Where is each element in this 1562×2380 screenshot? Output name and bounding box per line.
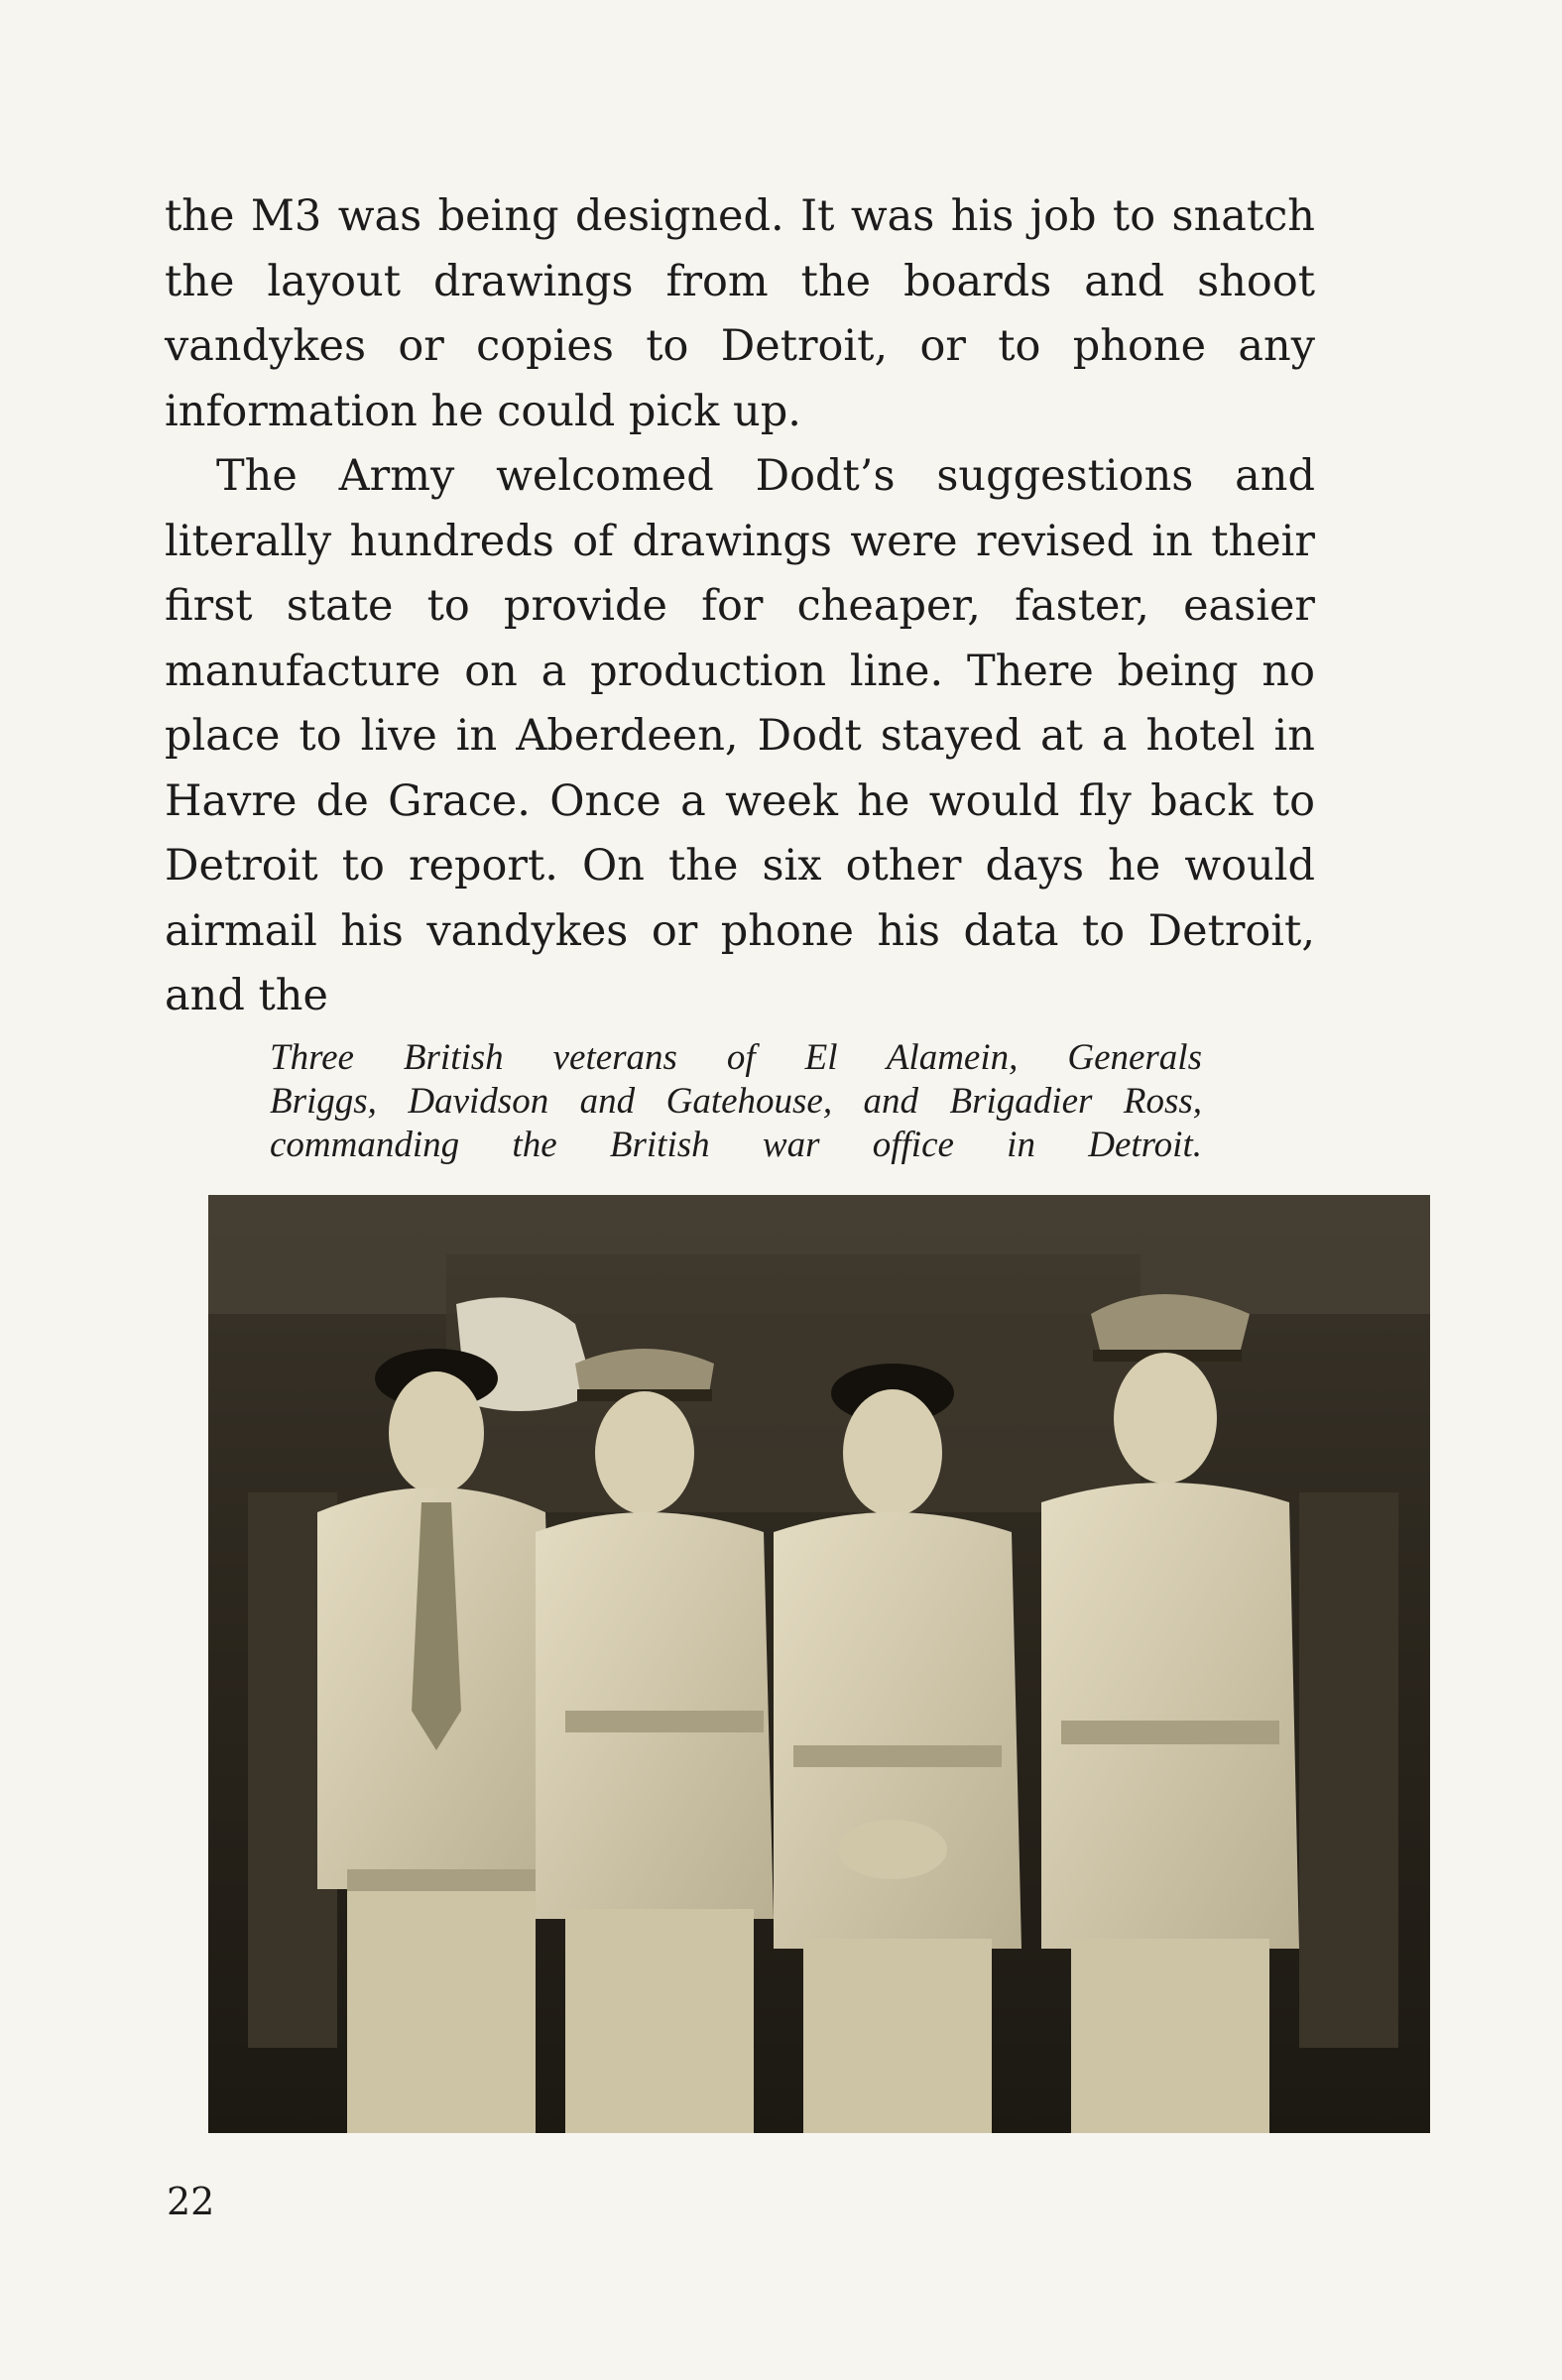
photo-caption	[270, 1036, 1202, 1167]
tank-track-right	[1299, 1492, 1398, 2048]
caption-line-3: commanding the British war office in Detroit.	[270, 1125, 1202, 1165]
page-number: 22	[167, 2180, 215, 2223]
officers-photo	[208, 1195, 1430, 2133]
body-text	[165, 184, 1315, 1029]
photo-illustration	[208, 1195, 1430, 2133]
caption-line-1: Three British veterans of El Alamein, Generals	[270, 1037, 1202, 1078]
paragraph-2: The Army welcomed Dodt’s suggestions and literally hundreds of drawings were revised in their first state to provide for cheaper, faster, easier manufacture on a production line. There being no place to live in Aberdeen, Dodt stayed at a hotel in Havre de Grace. Once a week he would fly back to Detroit to report. On the six other days he would airmail his vandykes or phone his data to Detroit, and the	[165, 451, 1315, 1020]
paragraph-1: the M3 was being designed. It was his job to snatch the layout drawings from the boards and shoot vandykes or copies to Detroit, or to phone any information he could pick up.	[165, 191, 1315, 436]
caption-line-2: Briggs, Davidson and Gatehouse, and Brigadier Ross,	[270, 1081, 1202, 1122]
